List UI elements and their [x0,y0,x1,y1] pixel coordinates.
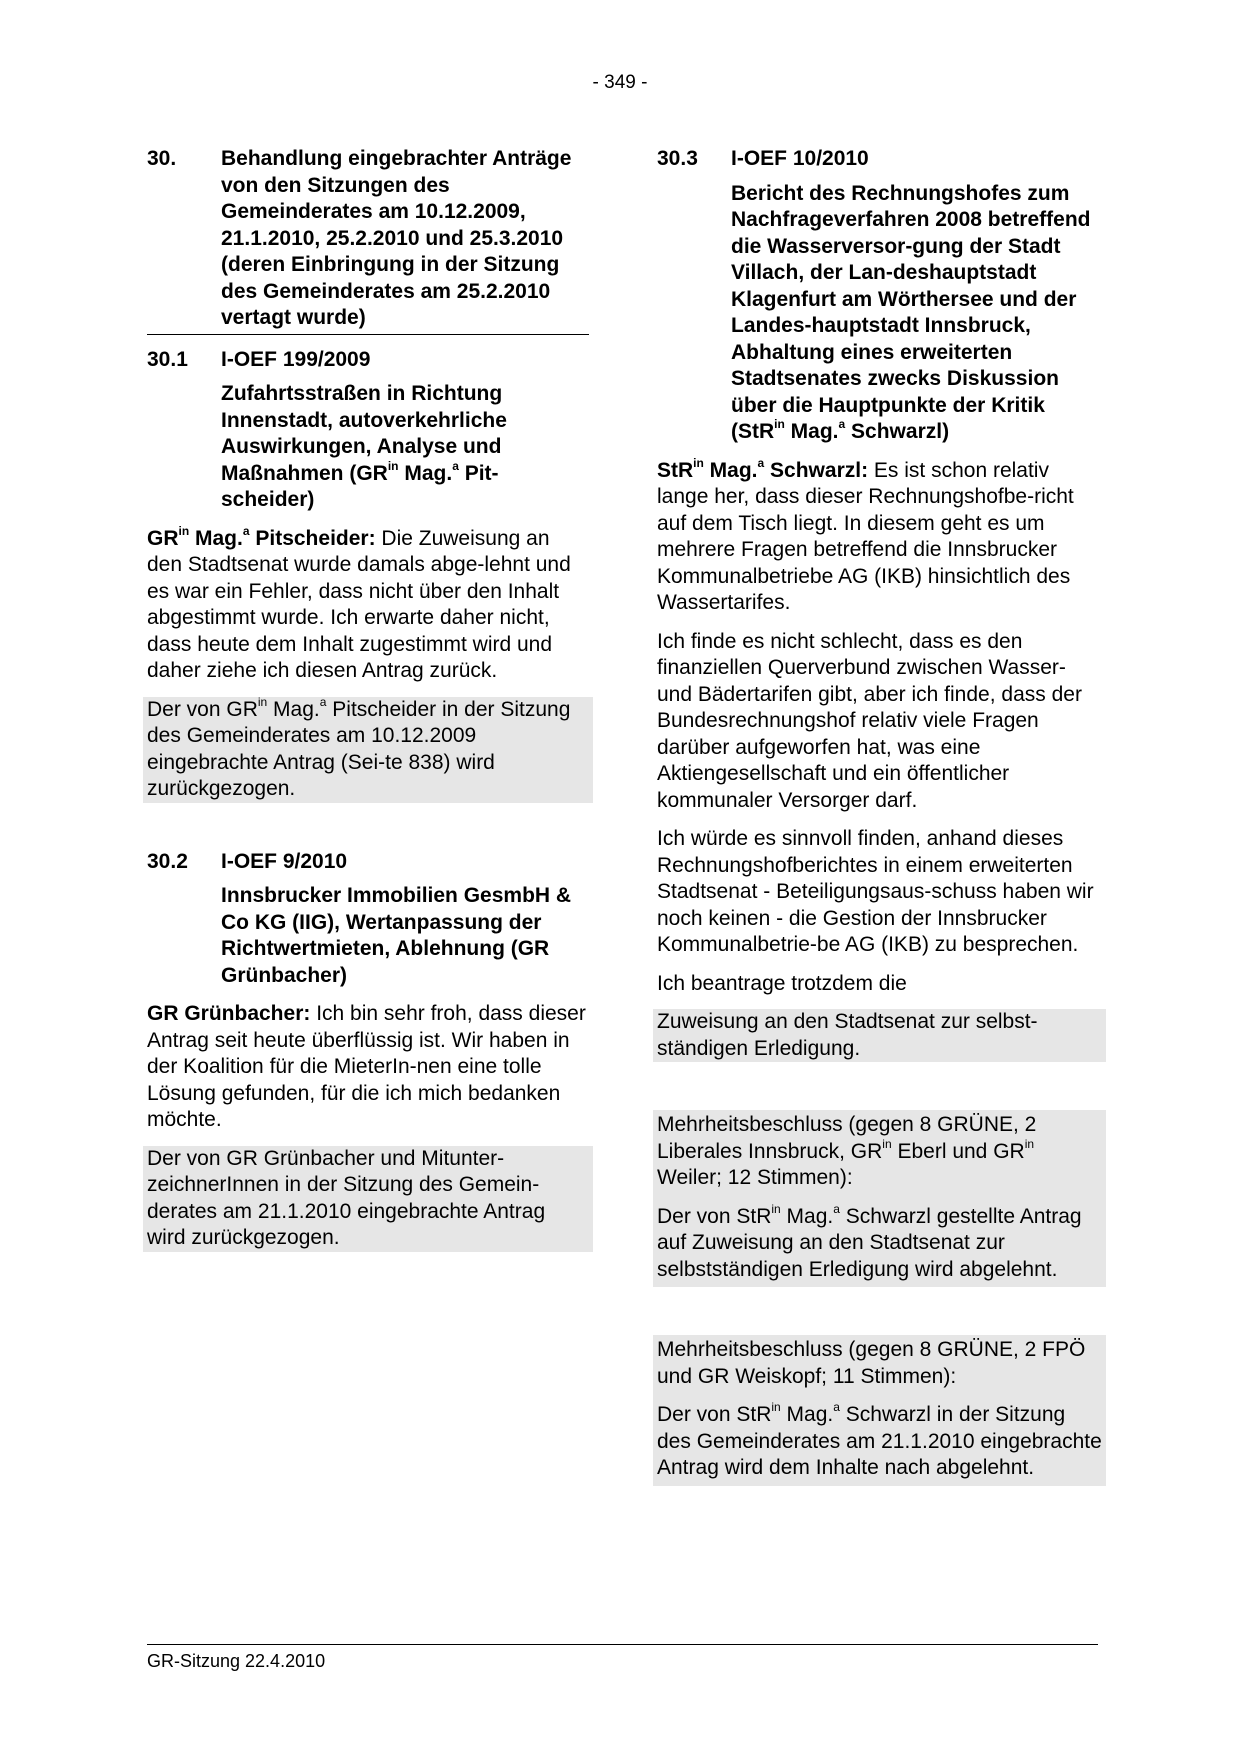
section-30-1-resolution: Der von $GR^{in}$ Mag.$^a$ Pitscheider in der Sitzung des Gemeinderates am 10.12.2009 eingebrachte Antrag (Sei-te 838) wird zurückgezogen. [143,697,593,803]
vote-2-block [653,1335,1106,1486]
vote-1-block [653,1110,1106,1287]
section-30-3-title: Bericht des Rechnungshofes zum Nachfrageverfahren 2008 betreffend die Wasserversor-gung der Stadt Villach, der Lan-deshauptstadt Klagenfurt am Wörthersee und der Landes-hauptstadt Innsbruck, Abhaltung eines erweiterten Stadtsenates zwecks Diskussion über die Hauptpunkte der Kritik (StR$^{in}$ Mag.$^a$ Schwarzl) [731,181,1091,443]
vote-2-decision: Der von StR$^{in}$ Mag.$^a$ Schwarzl in der Sitzung des Gemeinderates am 21.1.2010 eingebrachte Antrag wird dem Inhalte nach abgelehnt. [657,1400,1102,1479]
section-30-1-heading [147,347,589,374]
section-30-2-title: Innsbrucker Immobilien GesmbH & Co KG (IIG), Wertanpassung der Richtwertmieten, Ablehnung (GR Grünbacher) [221,884,572,987]
section-30-3-paragraph-4: Ich beantrage trotzdem die [657,971,907,995]
section-30-3-paragraph-2: Ich finde es nicht schlecht, dass es den finanziellen Querverbund zwischen Wasser- und Bädertarifen gibt, aber ich finde, dass der Bundesrechnungshof relativ viele Fragen darüber aufgeworfen hat, was eine Aktiengesellschaft und ein öffentlicher kommunaler Versorger darf. [657,629,1082,812]
section-code: I-OEF 199/2009 [221,347,371,371]
section-code: I-OEF 10/2010 [731,147,869,170]
section-30-1-title: Zufahrtsstraßen in Richtung Innenstadt, autoverkehrliche Auswirkungen, Analyse und Maßnahmen ($GR^{in}$ Mag.$^a$ Pit-scheider) [221,382,507,511]
section-30-3-motion: Zuweisung an den Stadtsenat zur selbst-ständigen Erledigung. [653,1009,1106,1062]
section-code: I-OEF 9/2010 [221,849,348,873]
section-30-3-statement: StR$^{in}$ Mag.$^a$ Schwarzl: Es ist schon relativ lange her, dass dieser Rechnungshofbe-richt auf dem Tisch liegt. In diesem geht es um mehrere Fragen betreffend die Innsbrucker Kommunalbetriebe AG (IKB) hinsichtlich des Wassertarifes. [657,455,1074,614]
left-column [147,146,589,1252]
section-30-1-statement: $GR^{in}$ Mag.$^a$ Pitscheider: Die Zuweisung an den Stadtsenat wurde damals abge-lehnt und es war ein Fehler, dass nicht über den Inhalt abgestimmt wurde. Ich erwarte daher nicht, dass heute dem Inhalt zugestimmt wird und daher ziehe ich diesen Antrag zurück. [147,523,571,682]
section-30-3-heading [657,146,1102,173]
section-30-2-statement: GR Grünbacher: Ich bin sehr froh, dass dieser Antrag seit heute überflüssig ist. Wir haben in der Koalition für die MieterIn-nen eine tolle Lösung gefunden, für die ich mich bedanken möchte. [147,1002,586,1131]
main-number: 30. [147,147,177,170]
section-30-2-heading [147,849,589,876]
right-column [657,146,1102,1486]
page-number: - 349 - [592,72,648,93]
main-title: Behandlung eingebrachter Anträge von den Sitzungen des Gemeinderates am 10.12.2009, 21.1.2010, 25.2.2010 und 25.3.2010 (deren Einbringung in der Sitzung des Gemeinderates am 25.2.2010 vertagt wurde) [221,147,572,329]
page-footer: GR-Sitzung 22.4.2010 [147,1644,1098,1672]
main-heading [147,146,589,335]
section-number: 30.1 [147,347,188,371]
section-30-3-paragraph-3: Ich würde es sinnvoll finden, anhand dieses Rechnungshofberichtes in einem erweiterten Stadtsenat - Beteiligungsaus-schuss haben wir noch keinen - die Gestion der Innsbrucker Kommunalbetrie-be AG (IKB) zu besprechen. [657,827,1094,956]
vote-2-result: Mehrheitsbeschluss (gegen 8 GRÜNE, 2 FPÖ und GR Weiskopf; 11 Stimmen): [657,1338,1086,1388]
section-number: 30.3 [657,147,698,170]
vote-1-decision: Der von StR$^{in}$ Mag.$^a$ Schwarzl gestellte Antrag auf Zuweisung an den Stadtsenat zur selbstständigen Erledigung wird abgelehnt. [657,1201,1082,1281]
section-number: 30.2 [147,849,188,873]
vote-1-result: Mehrheitsbeschluss (gegen 8 GRÜNE, 2 Liberales Innsbruck, $GR^{in}$ Eberl und $GR^{in}$ Weiler; 12 Stimmen): [657,1113,1037,1189]
section-30-2-resolution: Der von GR Grünbacher und Mitunter-zeichnerInnen in der Sitzung des Gemein-derates am 21.1.2010 eingebrachte Antrag wird zurückgezogen. [143,1146,593,1252]
